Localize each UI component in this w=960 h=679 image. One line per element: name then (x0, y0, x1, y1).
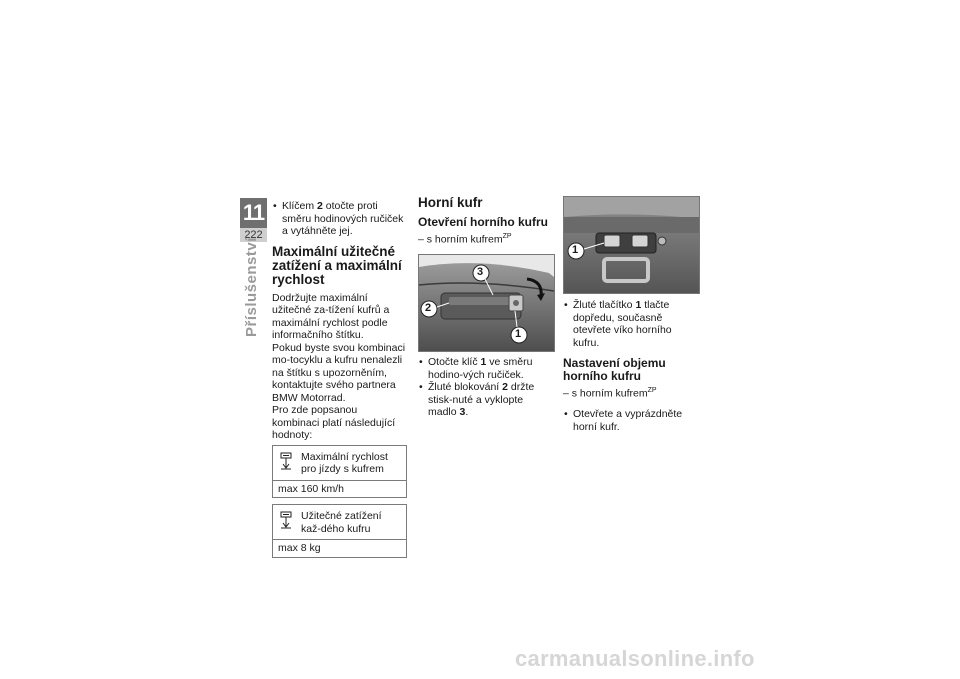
column-middle (418, 196, 554, 419)
figure-press-button (563, 196, 700, 294)
bullet-turn-key: • Otočte klíč 1 ve směru hodino-vých ručiček. (418, 356, 554, 381)
spec-label-payload: Užitečné zatížení kaž-dého kufru (301, 510, 382, 535)
bullet-press-yellow-button: • Žluté tlačítko 1 tlačte dopředu, současně otevřete víko horního kufru. (563, 299, 700, 349)
figure-label-3: 3 (477, 266, 484, 278)
bullet-open-empty: • Otevřete a vyprázdněte horní kufr. (563, 408, 700, 433)
requirement-top-case: – s horním kufrem$^{ZP}$ (418, 233, 512, 246)
figure-label-1: 1 (515, 328, 522, 340)
luggage-weight-icon (279, 451, 297, 476)
spec-value-max-speed: max 160 km/h (278, 482, 344, 495)
page-number: 222 (240, 228, 267, 242)
watermark: carmanualsonline.info (515, 646, 755, 671)
paragraph-contact-partner: Pokud byste svou kombinaci mo-tocyklu a kufru nenalezli na štítku s upozorněním, kontaktujte svého partnera BMW Motorrad. (272, 341, 406, 404)
section-heading-top-case: Horní kufr (418, 195, 483, 210)
figure-open-top-case (418, 254, 555, 352)
chapter-title: Příslušenství (243, 237, 260, 337)
paragraph-load-info: Dodržujte maximální užitečné za-tížení kufrů a maximální rychlost podle informačního štítku. (272, 291, 390, 341)
spec-table-max-speed (272, 445, 407, 499)
spec-value-payload: max 8 kg (278, 542, 321, 554)
bullet-press-lock: • Žluté blokování 2 držte stisk-nuté a vyklopte madlo 3. (418, 381, 554, 419)
column-right (563, 196, 700, 433)
subheading-open-top-case: Otevření horního kufru (418, 215, 549, 229)
requirement-top-case-2: – s horním kufrem$^{ZP}$ (563, 387, 657, 400)
paragraph-values: Pro zde popsanou kombinaci platí následující hodnoty: (272, 404, 396, 441)
figure-label-2: 2 (425, 302, 432, 314)
bullet-remove-key: • Klíčem 2 otočte proti směru hodinových ručiček a vytáhněte jej. (272, 200, 407, 238)
luggage-weight-icon (279, 510, 297, 535)
spec-label-max-speed: Maximální rychlost pro jízdy s kufrem (301, 450, 388, 475)
spec-table-payload (272, 504, 407, 558)
chapter-number: 11 (240, 198, 267, 228)
section-heading-max-load: Maximální užitečné zatížení a maximální rychlost (272, 243, 402, 287)
subheading-adjust-volume: Nastavení objemu horního kufru (563, 356, 666, 383)
figure-label-1: 1 (572, 244, 579, 256)
column-left (272, 200, 407, 558)
